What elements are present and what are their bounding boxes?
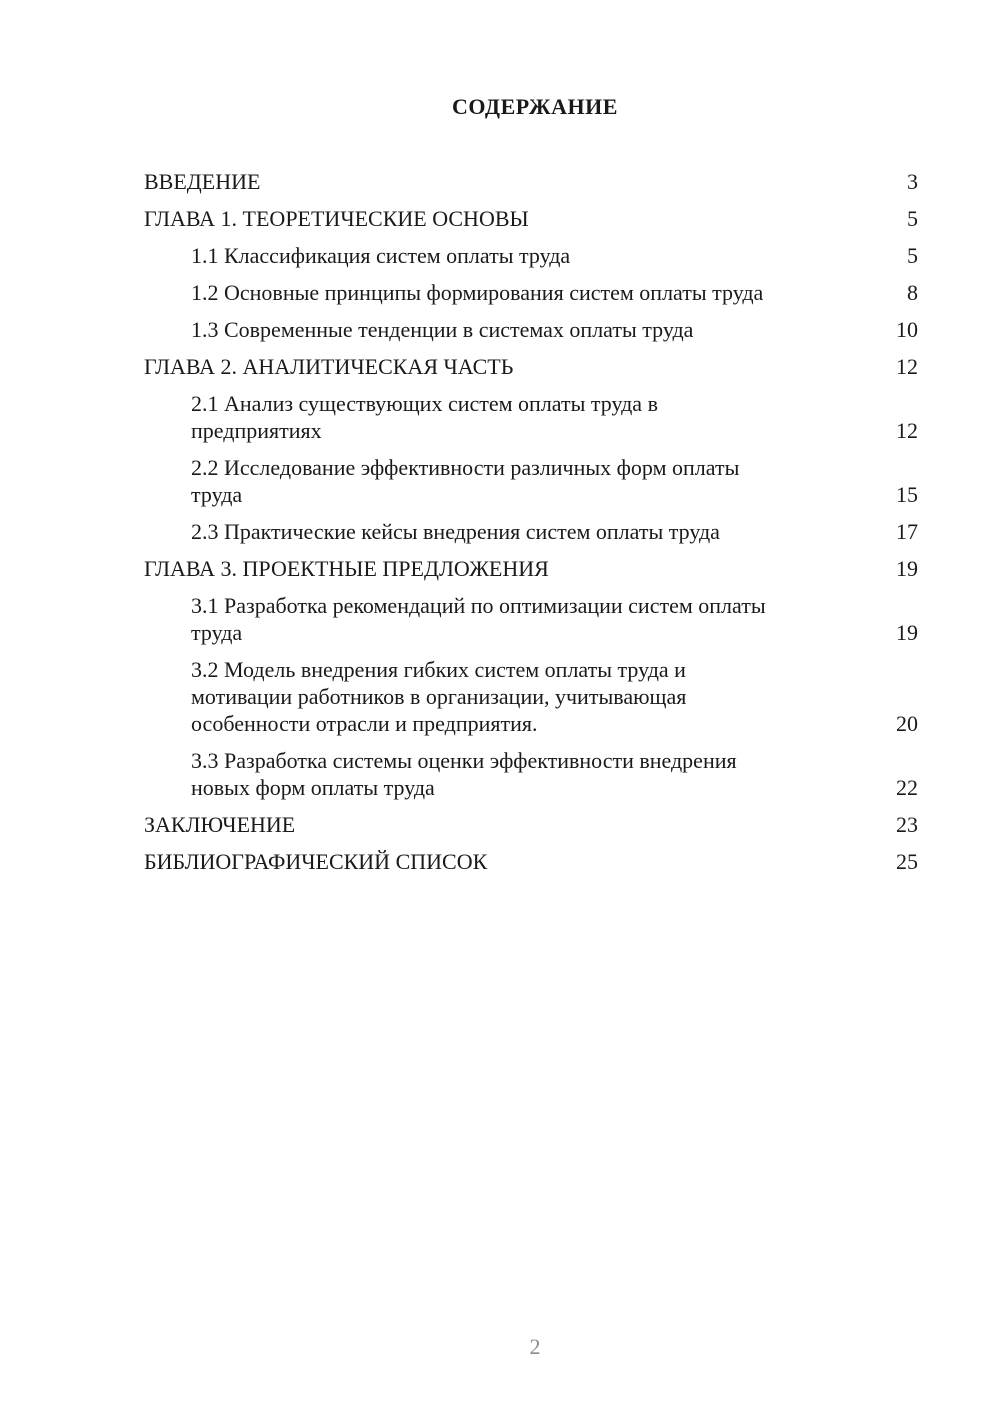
toc-entry-page: 3 — [907, 169, 918, 194]
toc-entry-section-1-3[interactable] — [144, 316, 918, 343]
toc-entry-label: 1.3 Современные тенденции в системах оплаты труда — [191, 317, 694, 342]
toc-entry-page: 8 — [907, 280, 918, 305]
toc-entry-page: 22 — [896, 775, 918, 800]
toc-entry-chapter-1[interactable] — [144, 205, 918, 232]
toc-entry-section-2-1[interactable] — [144, 390, 918, 444]
toc-entry-section-2-2[interactable] — [144, 454, 918, 508]
toc-entry-label: БИБЛИОГРАФИЧЕСКИЙ СПИСОК — [144, 849, 488, 874]
toc-entry-label: 3.2 Модель внедрения гибких систем оплаты труда и мотивации работников в организации, учитывающая особенности отрасли и предприятия. — [191, 657, 687, 736]
toc-entry-label: 2.1 Анализ существующих систем оплаты труда в предприятиях — [191, 391, 658, 443]
toc-entry-label: 3.1 Разработка рекомендаций по оптимизации систем оплаты труда — [191, 593, 766, 645]
toc-entry-section-2-3[interactable] — [144, 518, 918, 545]
toc-entry-page: 19 — [896, 556, 918, 581]
page-title: СОДЕРЖАНИЕ — [452, 94, 618, 119]
toc-entry-page: 19 — [896, 620, 918, 645]
toc-entry-section-3-3[interactable] — [144, 747, 918, 801]
toc-entry-label: ГЛАВА 2. АНАЛИТИЧЕСКАЯ ЧАСТЬ — [144, 354, 514, 379]
toc-entry-section-3-1[interactable] — [144, 592, 918, 646]
toc-entry-label: 1.2 Основные принципы формирования систем оплаты труда — [191, 280, 764, 305]
toc-entry-chapter-3[interactable] — [144, 555, 918, 582]
toc-entry-bibliography[interactable] — [144, 848, 918, 875]
toc-entry-page: 10 — [896, 317, 918, 342]
toc-entry-label: ЗАКЛЮЧЕНИЕ — [144, 812, 296, 837]
toc-entry-section-1-1[interactable] — [144, 242, 918, 269]
toc-entry-section-1-2[interactable] — [144, 279, 918, 306]
toc-entry-page: 23 — [896, 812, 918, 837]
toc-entry-label: 2.3 Практические кейсы внедрения систем оплаты труда — [191, 519, 720, 544]
toc-entry-section-3-2[interactable] — [144, 656, 918, 737]
toc-entry-page: 25 — [896, 849, 918, 874]
toc-entry-label: 2.2 Исследование эффективности различных форм оплаты труда — [191, 455, 740, 507]
toc-entry-page: 17 — [896, 519, 918, 544]
toc-entry-label: ГЛАВА 3. ПРОЕКТНЫЕ ПРЕДЛОЖЕНИЯ — [144, 556, 549, 581]
toc-entry-label: 3.3 Разработка системы оценки эффективности внедрения новых форм оплаты труда — [191, 748, 737, 800]
table-of-contents — [144, 168, 918, 885]
toc-entry-page: 15 — [896, 482, 918, 507]
toc-entry-page: 5 — [907, 243, 918, 268]
toc-entry-conclusion[interactable] — [144, 811, 918, 838]
toc-entry-introduction[interactable] — [144, 168, 918, 195]
toc-entry-page: 20 — [896, 711, 918, 736]
toc-entry-page: 12 — [896, 354, 918, 379]
toc-entry-chapter-2[interactable] — [144, 353, 918, 380]
toc-entry-label: 1.1 Классификация систем оплаты труда — [191, 243, 571, 268]
toc-entry-page: 12 — [896, 418, 918, 443]
toc-entry-page: 5 — [907, 206, 918, 231]
page-number: 2 — [529, 1334, 541, 1359]
toc-entry-label: ВВЕДЕНИЕ — [144, 169, 261, 194]
toc-entry-label: ГЛАВА 1. ТЕОРЕТИЧЕСКИЕ ОСНОВЫ — [144, 206, 529, 231]
